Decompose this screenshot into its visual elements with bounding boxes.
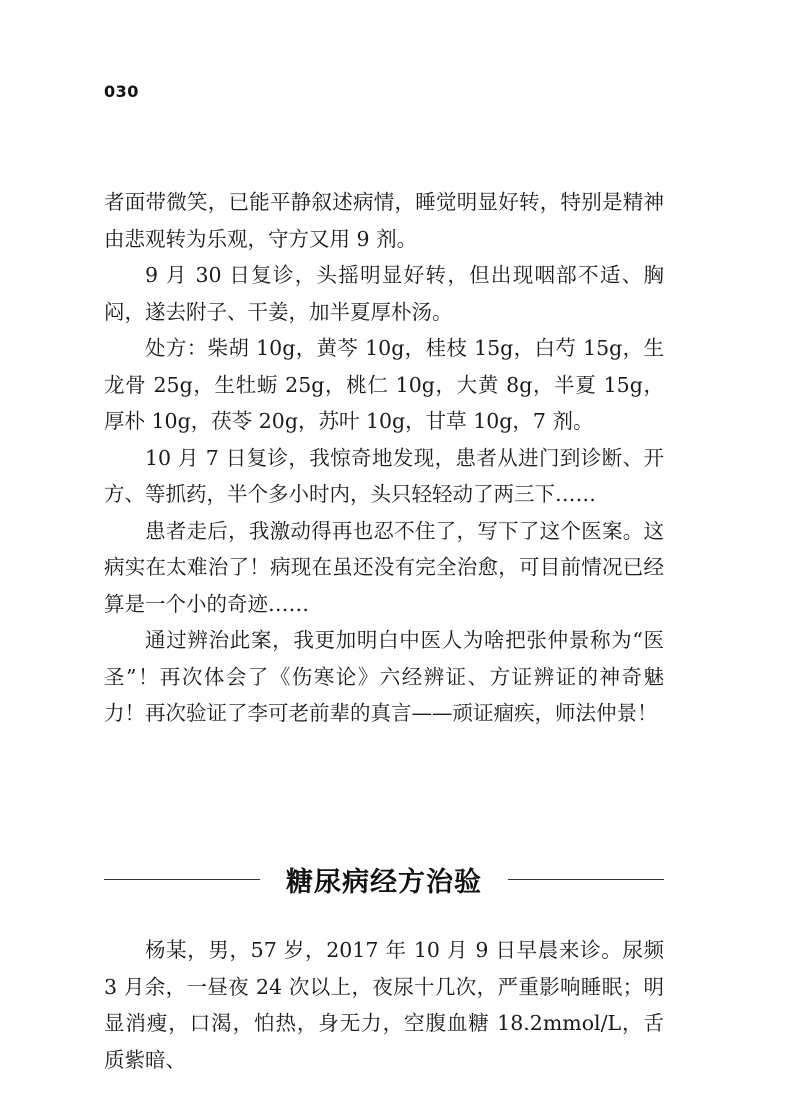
paragraph-followup-oct7: 10 月 7 日复诊，我惊奇地发现，患者从进门到诊断、开方、等抓药，半个多小时内，头只轻轻动了两三下……	[104, 445, 664, 506]
section-title: 糖尿病经方治验	[286, 866, 482, 898]
paragraph-continuation: 者面带微笑，已能平静叙述病情，睡觉明显好转，特别是精神由悲观转为乐观，守方又用 9 剂。	[104, 190, 664, 251]
main-text-block	[104, 184, 664, 732]
page-number: 030	[104, 82, 139, 101]
section-text-block	[104, 932, 664, 1078]
paragraph-reflection: 患者走后，我激动得再也忍不住了，写下了这个医案。这病实在太难治了！病现在虽还没有完全治愈，可目前情况已经算是一个小的奇迹……	[104, 518, 664, 616]
paragraph-case-intro: 杨某，男，57 岁，2017 年 10 月 9 日早晨来诊。尿频 3 月余，一昼夜 24 次以上，夜尿十几次，严重影响睡眠；明显消瘦，口渴，怕热，身无力，空腹血糖 18.2mmol/L，舌质紫暗、	[104, 938, 664, 1072]
heading-rule-left	[104, 879, 260, 880]
paragraph-prescription: 处方：柴胡 10g，黄芩 10g，桂枝 15g，白芍 15g，生龙骨 25g，生牡蛎 25g，桃仁 10g，大黄 8g，半夏 15g，厚朴 10g，茯苓 20g，苏叶 10g，甘草 10g，7 剂。	[104, 336, 664, 433]
paragraph-conclusion: 通过辨治此案，我更加明白中医人为啥把张仲景称为“医圣”！再次体会了《伤寒论》六经辨证、方证辨证的神奇魅力！再次验证了李可老前辈的真言——顽证痼疾，师法仲景！	[104, 628, 664, 725]
paragraph-followup-sept30: 9 月 30 日复诊，头摇明显好转，但出现咽部不适、胸闷，遂去附子、干姜，加半夏厚朴汤。	[104, 263, 664, 324]
section-heading	[104, 856, 664, 902]
heading-rule-right	[508, 879, 664, 880]
